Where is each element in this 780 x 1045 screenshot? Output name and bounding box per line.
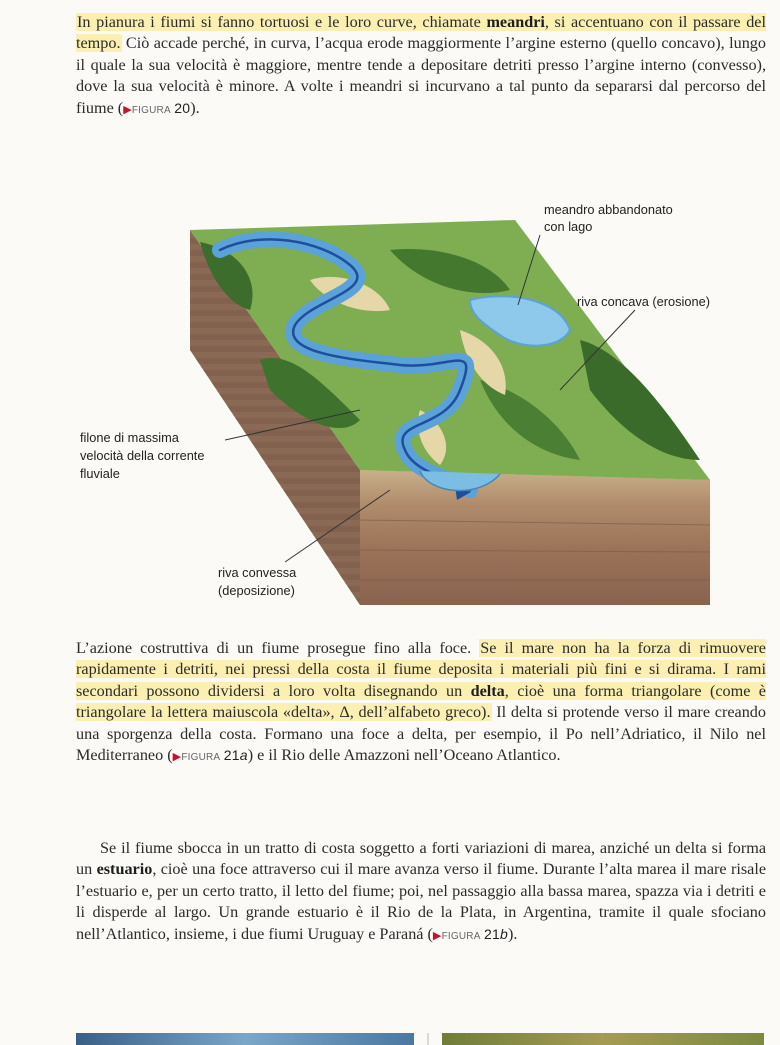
paragraph-estuario: [76, 838, 766, 947]
label-meandro-abbandonato: meandro abbandonato: [544, 202, 673, 217]
figure-number: 21: [223, 747, 240, 764]
term-meandri: meandri: [486, 13, 545, 31]
play-arrow-icon: ▶: [123, 103, 132, 116]
text: In pianura i fiumi si fanno tortuosi e le loro curve, chiamate: [77, 13, 487, 31]
figure-number: 20: [174, 99, 191, 116]
label-velocita: velocità della corrente: [80, 448, 205, 463]
text: L’azione costruttiva di un fiume prosegue fino alla foce.: [76, 639, 480, 657]
photo-strip-right: [442, 1033, 764, 1045]
meander-block-diagram: [60, 190, 760, 620]
figure-reference-21a[interactable]: [172, 747, 248, 764]
label-riva-concava: riva concava (erosione): [577, 294, 711, 309]
term-delta: delta: [470, 681, 505, 700]
text: , cioè una foce attraverso cui il mare avanza verso il fiume. Durante l’alta marea il mare risale l’estuario e, per un certo tratto, il letto del fiume; poi, nel passaggio alla bassa marea, spazza via i detriti e li disperde al largo. Un grande estuario è il Rio de la Plata, in Argentina, tramite il quale sfociano nell’Atlantico, insieme, i due fiumi Uruguay e Paraná (: [76, 860, 767, 943]
figure-word: FIGURA: [181, 752, 221, 764]
text: Se il mare non ha la forza di rimuovere rapidamente i detriti, nei pressi della costa il fiume deposita i materiali più fini e si dirama. I rami secondari possono dividersi a loro volta disegnando un: [76, 639, 766, 700]
term-estuario: estuario: [96, 860, 153, 879]
label-fluviale: fluviale: [80, 466, 120, 481]
text: Il delta si protende verso il mare creando una sporgenza della costa. Formano una foce a delta, per esempio, il Po nell’Adriatico, il Nilo nel Mediterraneo (: [76, 703, 766, 765]
text: , cioè una forma triangolare (come è triangolare la lettera maiuscola «delta», Δ, dell’alfabeto greco).: [76, 681, 766, 722]
label-filone: filone di massima: [80, 430, 179, 445]
figure-word: FIGURA: [441, 930, 481, 942]
label-con-lago: con lago: [544, 219, 593, 234]
figure-word: FIGURA: [131, 104, 171, 116]
figure-number: 21: [483, 925, 500, 942]
text: Ciò accade perché, in curva, l’acqua erode maggiormente l’argine esterno (quello concavo), lungo il quale la sua velocità è maggiore, mentre tende a depositare detriti presso l’argine interno (convesso), dove la sua velocità è minore. A volte i meandri si incurvano a tal punto da separarsi dal percorso del fiume (: [76, 34, 766, 117]
figure-reference-21b[interactable]: [432, 925, 508, 942]
photo-strip-left: [76, 1033, 414, 1045]
text: ).: [190, 98, 200, 117]
play-arrow-icon: ▶: [172, 751, 182, 764]
label-deposizione: (deposizione): [218, 583, 295, 598]
divider: [427, 1033, 429, 1045]
figure-letter: a: [239, 747, 248, 764]
paragraph-delta: [76, 638, 766, 768]
label-riva-convessa: riva convessa: [218, 565, 297, 580]
text: , si accentuano con il passare del tempo.: [76, 13, 766, 53]
figure-letter: b: [499, 925, 508, 942]
text: ).: [507, 924, 518, 943]
text: Se il fiume sbocca in un tratto di costa soggetto a forti variazioni di marea, anziché un delta si forma un: [76, 839, 766, 879]
paragraph-meandri: [76, 12, 766, 121]
play-arrow-icon: ▶: [432, 929, 442, 942]
text: ) e il Rio delle Amazzoni nell’Oceano Atlantico.: [247, 746, 561, 765]
figure-reference-20[interactable]: [123, 99, 191, 116]
